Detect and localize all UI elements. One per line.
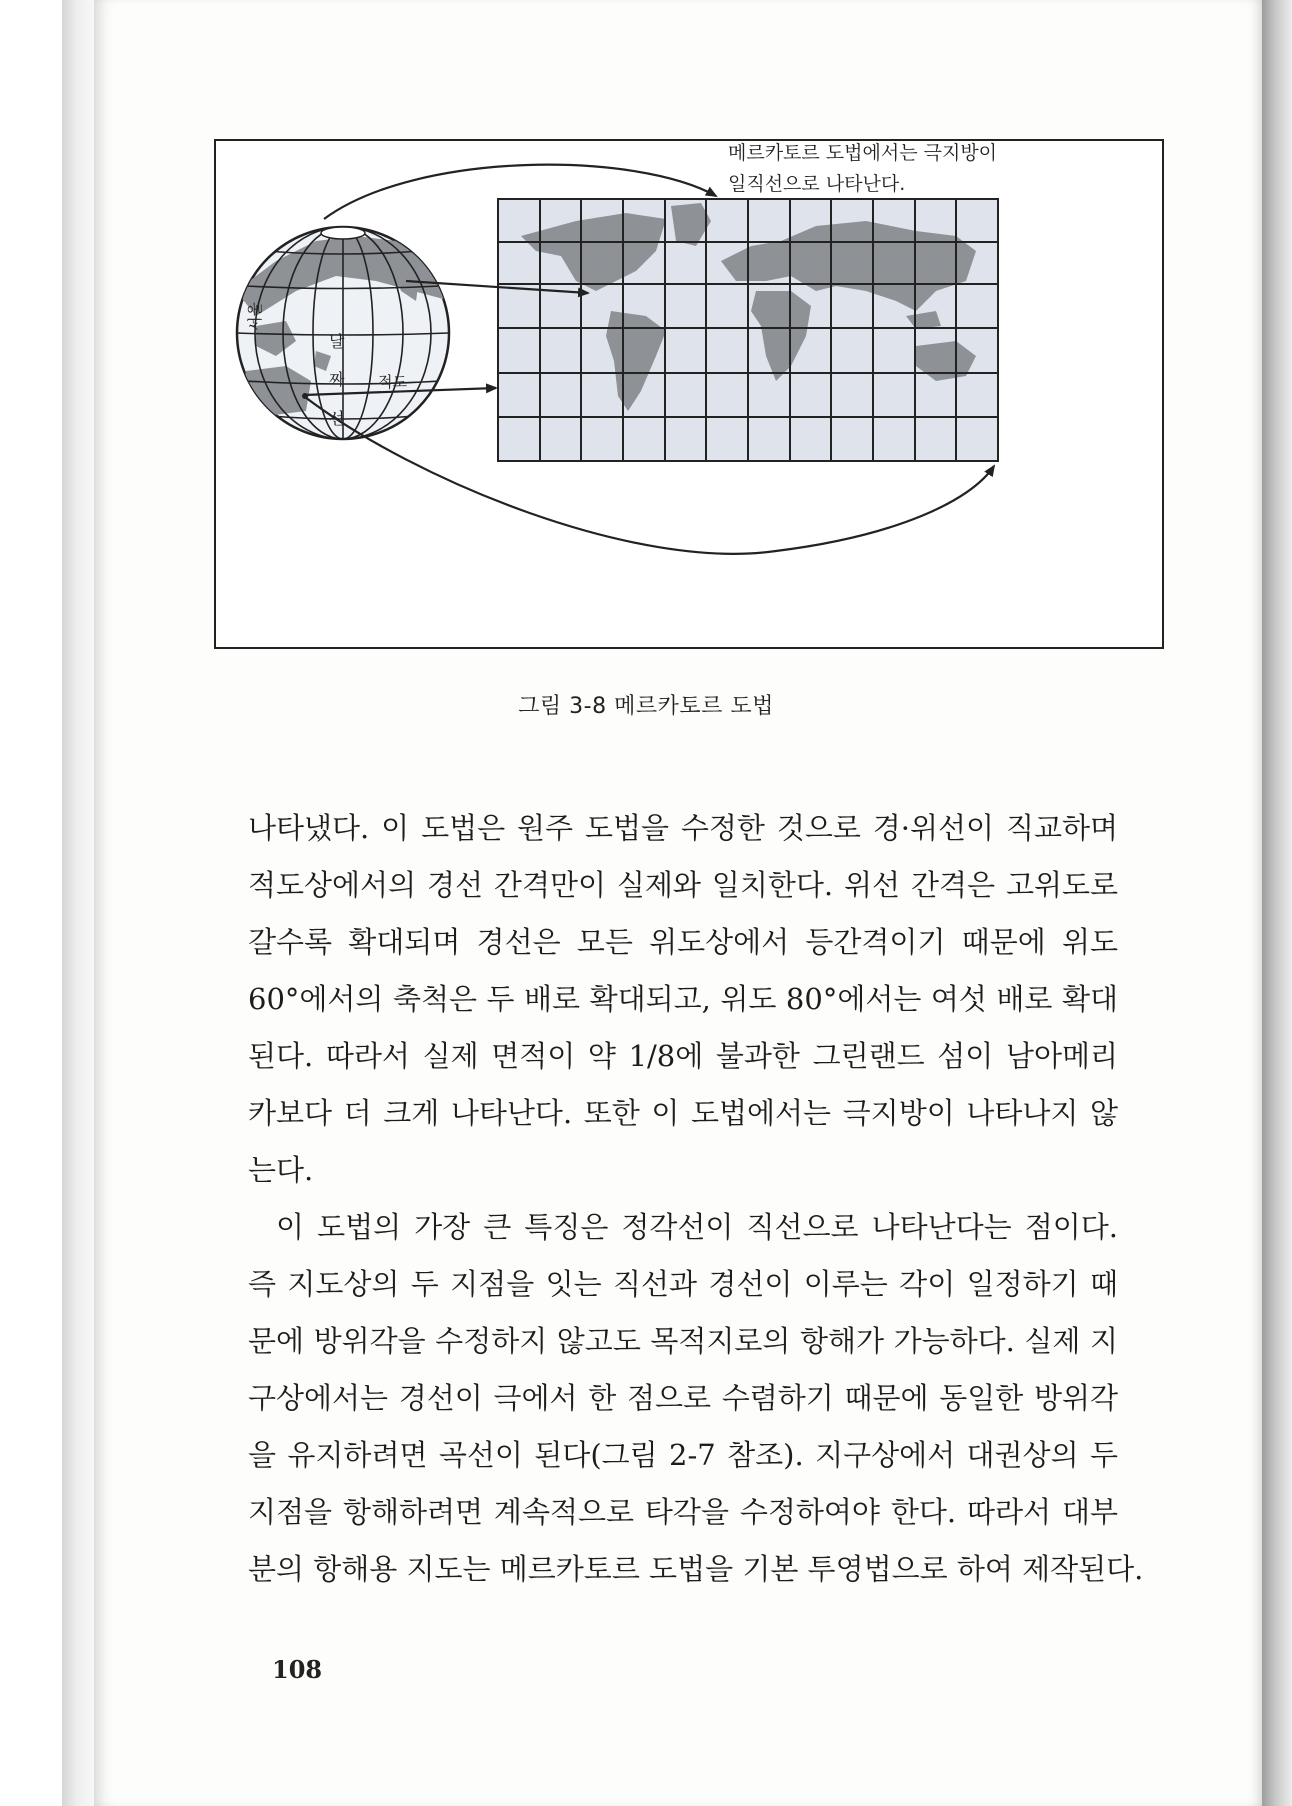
mercator-figure bbox=[214, 139, 1164, 649]
body-text bbox=[248, 800, 1144, 1598]
mercator-figure-drawing bbox=[216, 141, 1162, 647]
callout-line-2: 일직선으로 나타난다. bbox=[728, 173, 906, 195]
paragraph-2-line: 구상에서는 경선이 극에서 한 점으로 수렴하기 때문에 동일한 방위각 bbox=[248, 1381, 1118, 1415]
paragraph-1-line: 60°에서의 축척은 두 배로 확대되고, 위도 80°에서는 여섯 배로 확대 bbox=[248, 982, 1118, 1016]
paragraph-1-line: 는다. bbox=[248, 1153, 314, 1187]
paragraph-2-line: 분의 항해용 지도는 메르카토르 도법을 기본 투영법으로 하여 제작된다. bbox=[248, 1552, 1144, 1586]
paragraph-2-line: 즉 지도상의 두 지점을 잇는 직선과 경선이 이루는 각이 일정하기 때 bbox=[248, 1267, 1118, 1301]
paragraph-1-line: 카보다 더 크게 나타난다. 또한 이 도법에서는 극지방이 나타나지 않 bbox=[248, 1096, 1118, 1130]
book-left-edge bbox=[62, 0, 94, 1806]
mercator-map bbox=[498, 199, 998, 461]
globe-label-equator: 적도 bbox=[378, 373, 407, 391]
book-right-edge bbox=[1262, 0, 1292, 1806]
paragraph-1-line: 된다. 따라서 실제 면적이 약 1/8에 불과한 그린랜드 섬이 남아메리 bbox=[248, 1039, 1118, 1073]
paragraph-1-line: 나타냈다. 이 도법은 원주 도법을 수정한 것으로 경·위선이 직교하며 bbox=[248, 811, 1118, 845]
paragraph-2-line: 을 유지하려면 곡선이 된다(그림 2-7 참조). 지구상에서 대권상의 두 bbox=[248, 1438, 1118, 1472]
figure-caption: 그림 3-8 메르카토르 도법 bbox=[518, 694, 774, 719]
paragraph-2-line: 문에 방위각을 수정하지 않고도 목적지로의 항해가 가능하다. 실제 지 bbox=[248, 1324, 1118, 1358]
paragraph-2-line: 지점을 항해하려면 계속적으로 타각을 수정하여야 한다. 따라서 대부 bbox=[248, 1495, 1118, 1529]
globe-label-seoul: 서울 bbox=[245, 302, 264, 331]
page-number: 108 bbox=[272, 1655, 323, 1684]
globe-label-dateline-2: 짜 bbox=[329, 370, 345, 389]
paragraph-1-line: 갈수록 확대되며 경선은 모든 위도상에서 등간격이기 때문에 위도 bbox=[248, 925, 1118, 959]
paragraph-2-line: 이 도법의 가장 큰 특징은 정각선이 직선으로 나타난다는 점이다. bbox=[276, 1210, 1118, 1244]
globe-label-dateline-1: 날 bbox=[329, 332, 345, 351]
globe-label-dateline-3: 선 bbox=[329, 409, 345, 428]
callout-line-1: 메르카토르 도법에서는 극지방이 bbox=[728, 142, 998, 164]
paragraph-1-line: 적도상에서의 경선 간격만이 실제와 일치한다. 위선 간격은 고위도로 bbox=[248, 868, 1118, 902]
